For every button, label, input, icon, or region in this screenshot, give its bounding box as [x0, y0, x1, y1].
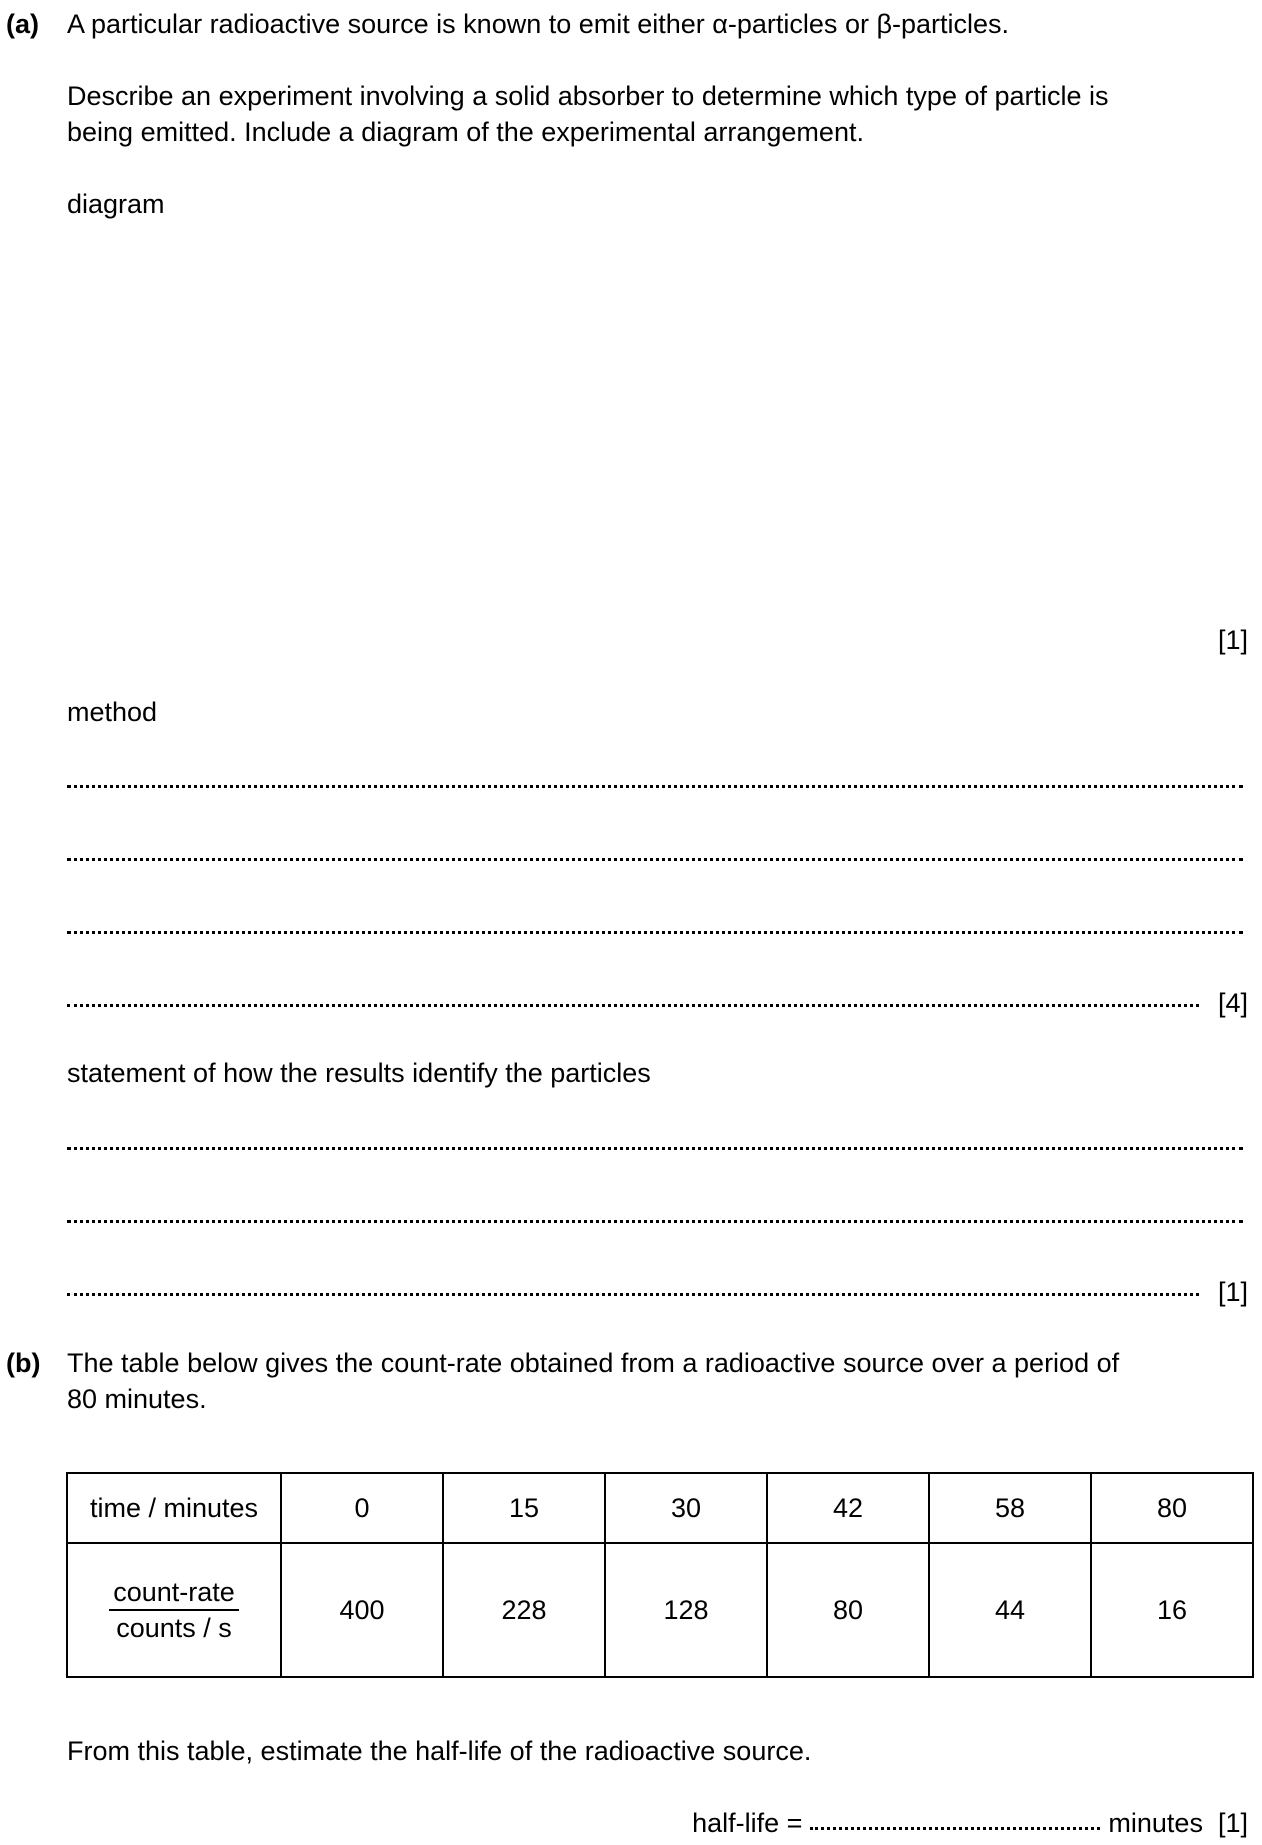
time-cell: 80	[1091, 1473, 1253, 1543]
half-life-answer-line[interactable]	[810, 1827, 1100, 1830]
part-a-instruction-line1: Describe an experiment involving a solid absorber to determine which type of particle is	[67, 81, 1109, 111]
count-rate-header-top: count-rate	[109, 1575, 239, 1611]
statement-answer-line-3[interactable]	[67, 1293, 1199, 1296]
count-cell: 80	[767, 1543, 929, 1677]
method-answer-line-1[interactable]	[67, 785, 1243, 788]
statement-answer-line-1[interactable]	[67, 1147, 1243, 1150]
time-cell: 30	[605, 1473, 767, 1543]
time-cell: 15	[443, 1473, 605, 1543]
part-b-label: (b)	[6, 1348, 41, 1378]
count-cell: 16	[1091, 1543, 1253, 1677]
part-b-intro-line1: The table below gives the count-rate obtained from a radioactive source over a period of	[67, 1348, 1120, 1378]
count-rate-row-header	[67, 1543, 281, 1677]
time-cell: 0	[281, 1473, 443, 1543]
part-a-intro: A particular radioactive source is known to emit either α-particles or β-particles.	[67, 9, 1010, 39]
half-life-question: From this table, estimate the half-life of the radioactive source.	[67, 1736, 812, 1766]
half-life-answer	[692, 1805, 1248, 1841]
method-answer-line-3[interactable]	[67, 931, 1243, 934]
count-rate-header-bottom: counts / s	[116, 1613, 232, 1644]
part-b-intro-line2: 80 minutes.	[67, 1384, 207, 1414]
method-mark: [4]	[1217, 988, 1248, 1018]
diagram-mark: [1]	[1217, 625, 1248, 655]
method-answer-line-4[interactable]	[67, 1004, 1199, 1007]
method-answer-line-2[interactable]	[67, 858, 1243, 861]
count-cell: 128	[605, 1543, 767, 1677]
half-life-unit: minutes	[1108, 1808, 1203, 1838]
diagram-answer-area[interactable]	[67, 230, 1243, 600]
statement-mark: [1]	[1217, 1277, 1248, 1307]
half-life-label: half-life =	[692, 1808, 803, 1838]
count-cell: 44	[929, 1543, 1091, 1677]
count-cell: 400	[281, 1543, 443, 1677]
half-life-mark: [1]	[1217, 1808, 1248, 1838]
part-a-label: (a)	[6, 9, 39, 39]
statement-heading: statement of how the results identify the particles	[67, 1058, 651, 1088]
count-rate-table	[66, 1472, 1254, 1678]
time-cell: 42	[767, 1473, 929, 1543]
statement-answer-line-2[interactable]	[67, 1220, 1243, 1223]
time-cell: 58	[929, 1473, 1091, 1543]
diagram-heading: diagram	[67, 189, 165, 219]
time-row	[67, 1473, 1253, 1543]
part-a-instruction-line2: being emitted. Include a diagram of the experimental arrangement.	[67, 117, 864, 147]
count-cell: 228	[443, 1543, 605, 1677]
count-rate-row	[67, 1543, 1253, 1677]
method-heading: method	[67, 697, 158, 727]
time-row-header: time / minutes	[67, 1473, 281, 1543]
